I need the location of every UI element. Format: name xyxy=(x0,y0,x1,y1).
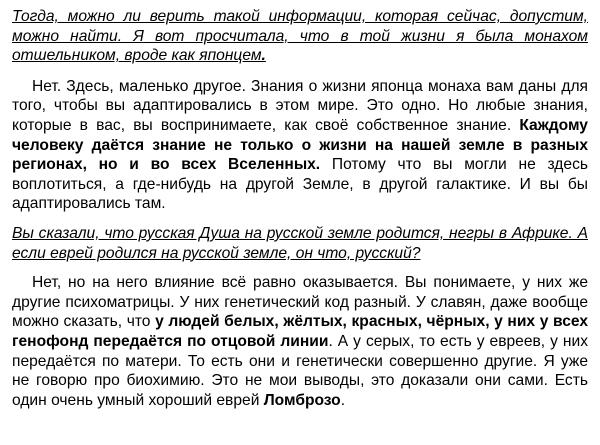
answer-2-text-a: Нет, но на него влияние всё равно оказывается. Вы понимаете, у них же другие психоматрицы. У них генетический код разный. У славян, даже вообще можно сказать, что xyxy=(12,274,588,331)
paragraph-spacer xyxy=(12,66,588,77)
question-2-text: Вы сказали, что русская Душа на русской земле родится, негры в Африке. А если еврей родился на русской земле, он что, русский? xyxy=(12,224,588,262)
answer-2-bold-name: Ломброзо xyxy=(263,391,341,409)
question-1-text: Тогда, можно ли верить такой информации, которая сейчас, допустим, можно найти. Я вот просчитала, что в той жизни я была монахом отшельником, вроде как японцем xyxy=(12,8,588,65)
answer-1-text-b: Потому что вы могли не здесь воплотиться, а где-нибудь на другой Земле, в другой галактике. И вы бы адаптировались там. xyxy=(12,156,589,213)
answer-2-text-b: . А у серых, то есть у евреев, у них передаётся по матери. То есть они и генетически совершенно другие. Я уже не говорю про биохимию. Это не мои выводы, это доказали они сами. Есть один очень умный хороший еврей xyxy=(12,332,588,409)
paragraph-spacer xyxy=(12,214,588,224)
answer-1-text-a: Нет. Здесь, маленько другое. Знания о жизни японца монаха вам даны для того, чтобы вы адаптировались в этом мире. Это одно. Но любые знания, которые в вас, вы воспринимаете, как своё собственное знание. xyxy=(12,77,588,134)
answer-2-end-period: . xyxy=(340,391,346,409)
answer-2-bold-statement: у людей белых, жёлтых, красных, чёрных, у них у всех генофонд передаётся по отцовой линии xyxy=(12,313,589,350)
document-page xyxy=(12,7,588,410)
answer-paragraph-1 xyxy=(12,77,588,214)
paragraph-spacer xyxy=(12,263,588,273)
answer-1-bold-statement: Каждому человеку даётся знание не только о жизни на нашей земле в разных регионах, но и во всех Вселенных. xyxy=(12,116,588,174)
question-paragraph-2 xyxy=(12,224,588,263)
answer-paragraph-2 xyxy=(12,273,588,410)
question-1-end-period: . xyxy=(261,47,266,65)
question-paragraph-1 xyxy=(12,7,588,66)
